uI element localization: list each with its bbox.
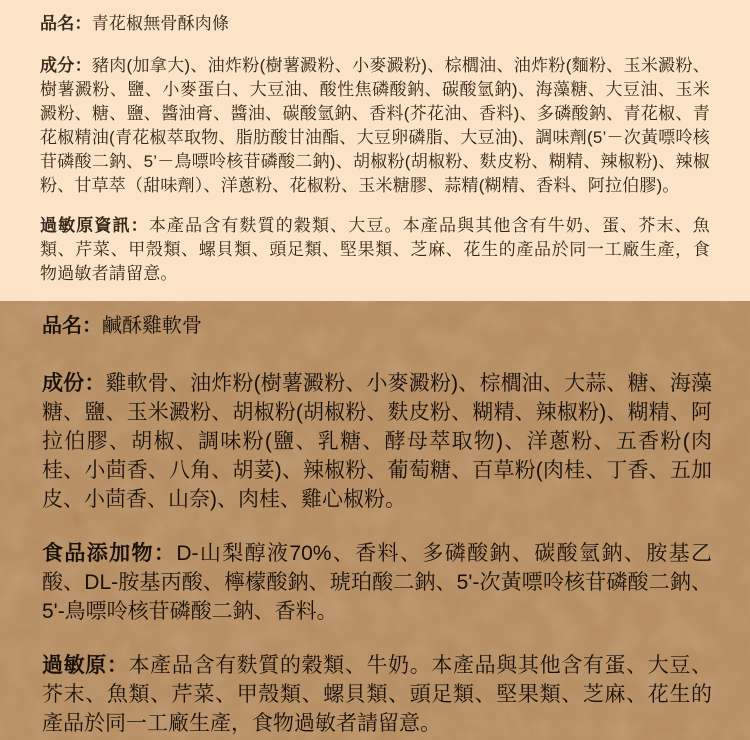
allergen-text: 本產品含有麩質的穀類、牛奶。本產品與其他含有蛋、大豆、芥末、魚類、芹菜、甲殼類、螺貝類、頭足類、堅果類、芝麻、花生的產品於同一工廠生產，食物過敏者請留意。 — [42, 654, 713, 735]
ingredients-paragraph — [40, 54, 710, 198]
ingredients-text: 雞軟骨、油炸粉(樹薯澱粉、小麥澱粉)、棕櫚油、大蒜、糖、海藻糖、鹽、玉米澱粉、胡椒粉(胡椒粉、麩皮粉、糊精、辣椒粉)、糊精、阿拉伯膠、胡椒、調味粉(鹽、乳糖、酵母萃取物)、洋蔥粉、五香粉(肉桂、小茴香、八角、胡荽)、辣椒粉、葡萄糖、百草粉(肉桂、丁香、五加皮、小茴香、山奈)、肉桂、雞心椒粉。 — [42, 372, 713, 511]
allergen-paragraph — [42, 651, 712, 738]
allergen-label: 過敏原： — [42, 654, 129, 677]
product-name-line — [40, 12, 710, 36]
additives-label: 食品添加物： — [42, 542, 177, 565]
ingredients-label: 成份： — [42, 372, 106, 395]
product-name-label: 品名： — [40, 14, 92, 33]
allergen-text: 本產品含有麩質的穀類、大豆。本產品與其他含有牛奶、蛋、芥末、魚類、芹菜、甲殼類、螺貝類、頭足類、堅果類、芝麻、花生的產品於同一工廠生產，食物過敏者請留意。 — [40, 216, 711, 283]
label-section-chicken-content — [0, 301, 750, 738]
allergen-label: 過敏原資訊： — [40, 216, 149, 235]
ingredients-label: 成分： — [40, 56, 92, 75]
ingredients-text: 豬肉(加拿大)、油炸粉(樹薯澱粉、小麥澱粉)、棕櫚油、油炸粉(麵粉、玉米澱粉、樹薯澱粉、鹽、小麥蛋白、大豆油、酸性焦磷酸鈉、碳酸氫鈉)、海藻糖、大豆油、玉米澱粉、糖、鹽、醬油膏、醬油、碳酸氫鈉、香料(芥花油、香料)、多磷酸鈉、青花椒、青花椒精油(青花椒萃取物、脂肪酸甘油酯、大豆卵磷脂、大豆油)、調味劑(5’－次黃嘌呤核苷磷酸二鈉、5’－鳥嘌呤核苷磷酸二鈉)、胡椒粉(胡椒粉、麩皮粉、糊精、辣椒粉)、辣椒粉、甘草萃（甜味劑）、洋蔥粉、花椒粉、玉米糖膠、蒜精(糊精、香料、阿拉伯膠)。 — [40, 56, 710, 195]
label-section-chicken — [0, 301, 750, 740]
product-name-value: 青花椒無骨酥肉條 — [91, 14, 230, 33]
additives-paragraph — [42, 539, 712, 626]
product-name-value: 鹹酥雞軟骨 — [102, 315, 202, 337]
label-section-pork — [0, 0, 750, 301]
product-name-line — [42, 312, 712, 340]
allergen-paragraph — [40, 214, 710, 286]
product-name-label: 品名： — [42, 315, 102, 337]
additives-text: D-山梨醇液70%、香料、多磷酸鈉、碳酸氫鈉、胺基乙酸、DL-胺基丙酸、檸檬酸鈉、琥珀酸二鈉、5'-次黃嘌呤核苷磷酸二鈉、5'-鳥嘌呤核苷磷酸二鈉、香料。 — [42, 542, 712, 623]
ingredients-paragraph — [42, 369, 712, 514]
